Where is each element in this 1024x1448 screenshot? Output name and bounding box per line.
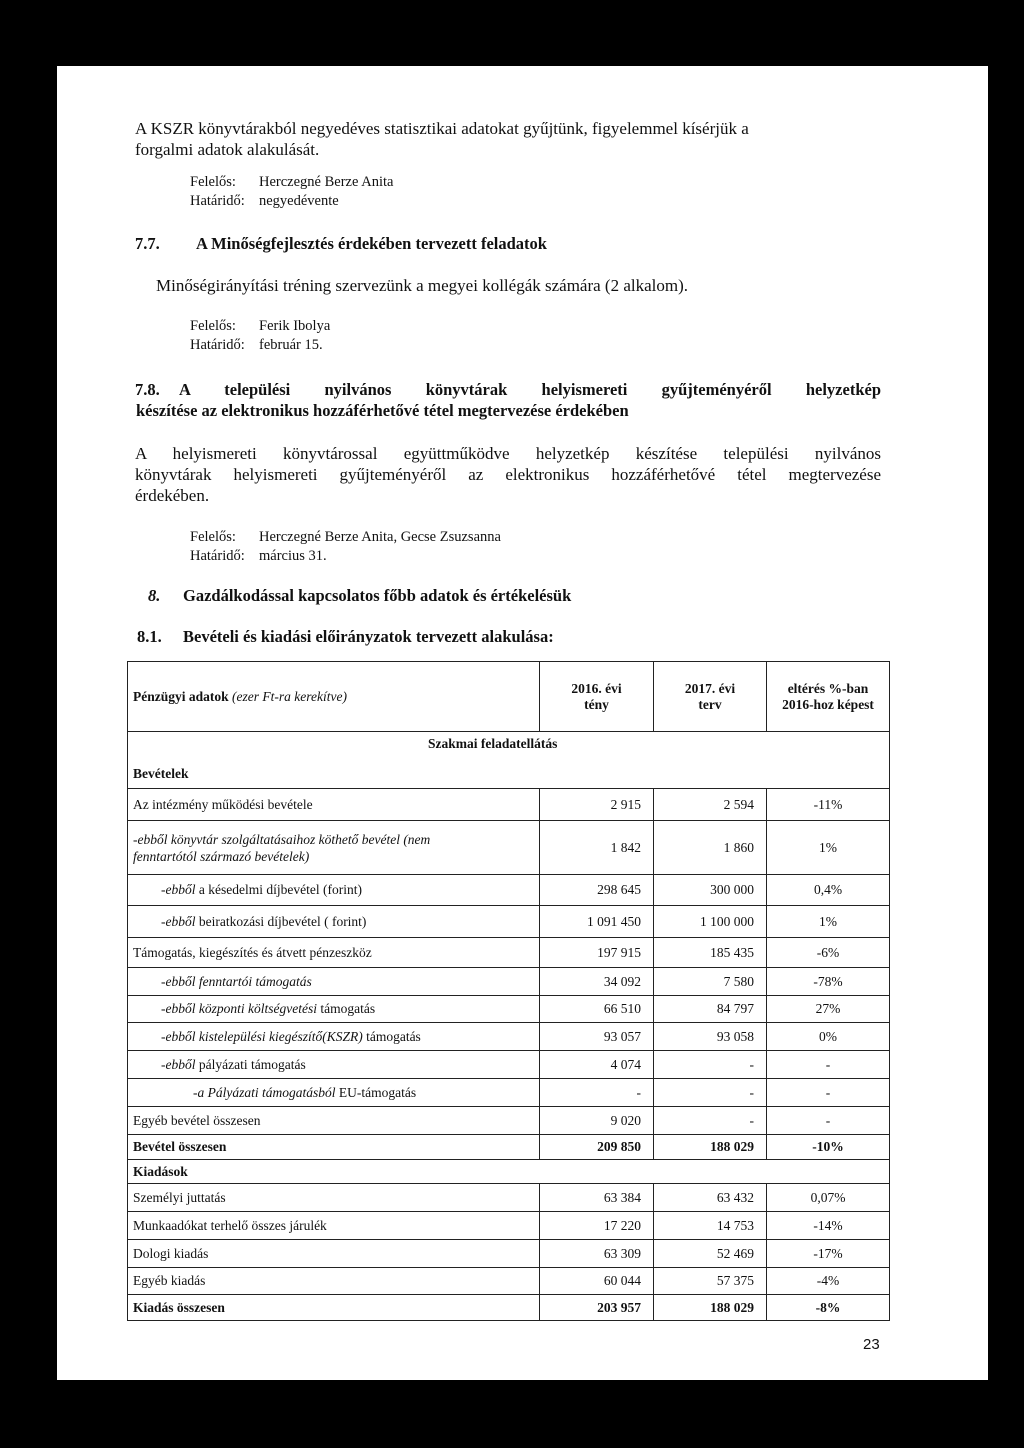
value-diff: 1%	[767, 821, 890, 875]
section-7-8-body-line-1: A helyismereti könyvtárossal együttműködve helyzetkép készítése települési nyilvános	[135, 444, 881, 463]
felelos-value: Ferik Ibolya	[259, 318, 331, 334]
row-label	[128, 1023, 540, 1051]
header-2016-line1: 2016. évi	[571, 680, 622, 696]
section-7-7-body: Minőségirányítási tréning szervezünk a megyei kollégák számára (2 alkalom).	[156, 276, 689, 295]
section-7-8-title-line-1: A települési nyilvános könyvtárak helyismereti gyűjteményéről helyzetkép	[179, 380, 881, 399]
document-page	[57, 66, 988, 1380]
section-8-number: 8.	[148, 586, 161, 605]
value-2017: 1 100 000	[654, 906, 767, 938]
section-7-7-title: A Minőségfejlesztés érdekében tervezett feladatok	[196, 234, 547, 253]
page-number: 23	[863, 1336, 880, 1353]
value-2016: 4 074	[540, 1051, 654, 1079]
value-diff: 0%	[767, 1023, 890, 1051]
value-2016: 209 850	[540, 1135, 654, 1160]
value-diff: -	[767, 1079, 890, 1107]
value-2017: 188 029	[654, 1135, 767, 1160]
value-2017: -	[654, 1079, 767, 1107]
felelos-value: Herczegné Berze Anita, Gecse Zsuzsanna	[259, 529, 501, 545]
section-7-8-body-line-2: könyvtárak helyismereti gyűjteményéről az elektronikus hozzáférhetővé tétel megtervezése	[135, 465, 881, 484]
felelos-label: Felelős:	[190, 318, 236, 334]
value-diff: -6%	[767, 938, 890, 968]
row-label-prefix: -ebből kistelepülési kiegészítő(KSZR)	[161, 1028, 363, 1044]
table-header-row	[128, 662, 890, 732]
value-diff: -17%	[767, 1240, 890, 1268]
value-2016: 203 957	[540, 1295, 654, 1321]
value-diff: -14%	[767, 1212, 890, 1240]
header-label-cell	[128, 662, 540, 732]
value-2016: 60 044	[540, 1268, 654, 1295]
table-row	[128, 1023, 890, 1051]
row-label: Egyéb kiadás	[128, 1268, 540, 1295]
table-row	[128, 1079, 890, 1107]
table-row	[128, 1212, 890, 1240]
table-row	[128, 1051, 890, 1079]
table-row	[128, 968, 890, 996]
hatarido-value: február 15.	[259, 337, 323, 353]
row-label	[128, 906, 540, 938]
value-2016: 63 309	[540, 1240, 654, 1268]
bevetelek-label: Bevételek	[133, 766, 189, 781]
value-diff: -11%	[767, 789, 890, 821]
row-label: Munkaadókat terhelő összes járulék	[128, 1212, 540, 1240]
header-unit: (ezer Ft-ra kerekítve)	[232, 688, 347, 704]
value-diff: 1%	[767, 906, 890, 938]
row-label: Személyi juttatás	[128, 1184, 540, 1212]
row-label	[128, 875, 540, 906]
value-2016: 1 842	[540, 821, 654, 875]
value-2017: -	[654, 1051, 767, 1079]
value-2017: 57 375	[654, 1268, 767, 1295]
value-2016: 17 220	[540, 1212, 654, 1240]
row-label: Egyéb bevétel összesen	[128, 1107, 540, 1135]
header-2016	[540, 662, 654, 732]
intro-line-1: A KSZR könyvtárakból negyedéves statisztikai adatokat gyűjtünk, figyelemmel kísérjük a	[135, 119, 749, 138]
section-8-title: Gazdálkodással kapcsolatos főbb adatok és értékelésük	[183, 586, 572, 605]
table-row	[128, 789, 890, 821]
row-label: Dologi kiadás	[128, 1240, 540, 1268]
row-label: Az intézmény működési bevétele	[128, 789, 540, 821]
value-2016: 1 091 450	[540, 906, 654, 938]
value-2017: 93 058	[654, 1023, 767, 1051]
section-7-7-number: 7.7.	[135, 234, 160, 253]
row-label: Kiadás összesen	[128, 1295, 540, 1321]
value-diff: -	[767, 1051, 890, 1079]
value-diff: -4%	[767, 1268, 890, 1295]
section-8-1-number: 8.1.	[137, 627, 162, 646]
value-2016: 197 915	[540, 938, 654, 968]
value-diff: 27%	[767, 996, 890, 1023]
value-2017: 7 580	[654, 968, 767, 996]
table-row	[128, 821, 890, 875]
row-label-prefix: -ebből	[161, 913, 196, 929]
value-diff: -10%	[767, 1135, 890, 1160]
value-2017: 14 753	[654, 1212, 767, 1240]
row-label-text: EU-támogatás	[335, 1084, 417, 1100]
value-diff: -	[767, 1107, 890, 1135]
value-2017: 1 860	[654, 821, 767, 875]
row-label-prefix: -ebből fenntartói támogatás	[161, 973, 312, 989]
row-label	[128, 1051, 540, 1079]
section-7-8-number: 7.8.	[135, 380, 160, 399]
value-2016: 93 057	[540, 1023, 654, 1051]
row-label-line1: -ebből könyvtár szolgáltatásaihoz köthető bevétel (nem	[133, 831, 431, 847]
section-row	[128, 1160, 890, 1184]
row-label-text: támogatás	[362, 1028, 421, 1044]
section-7-8-body-line-3: érdekében.	[135, 486, 210, 505]
felelos-label: Felelős:	[190, 174, 236, 190]
table-row	[128, 906, 890, 938]
row-label-text: támogatás	[316, 1001, 376, 1016]
value-2017: 52 469	[654, 1240, 767, 1268]
row-label-text: a késedelmi díjbevétel (forint)	[195, 882, 362, 897]
header-diff-line1: eltérés %-ban	[787, 680, 869, 696]
value-diff: -8%	[767, 1295, 890, 1321]
row-label-text: pályázati támogatás	[195, 1056, 306, 1072]
felelos-label: Felelős:	[190, 529, 236, 545]
row-label	[128, 996, 540, 1023]
header-2017	[654, 662, 767, 732]
section-8-1-title: Bevételi és kiadási előirányzatok tervezett alakulása:	[183, 627, 554, 646]
value-2016: 63 384	[540, 1184, 654, 1212]
felelos-value: Herczegné Berze Anita	[259, 174, 394, 190]
row-label-prefix: -ebből	[161, 882, 196, 897]
section-row	[128, 732, 890, 789]
hatarido-label: Határidő:	[190, 193, 245, 209]
row-label: Bevétel összesen	[128, 1135, 540, 1160]
value-diff: 0,4%	[767, 875, 890, 906]
budget-table	[127, 661, 890, 1321]
value-2016: 9 020	[540, 1107, 654, 1135]
table-row	[128, 1268, 890, 1295]
header-2017-line1: 2017. évi	[684, 680, 736, 696]
total-row	[128, 1135, 890, 1160]
total-row	[128, 1295, 890, 1321]
row-label-line2: fenntartótól származó bevételek)	[133, 848, 310, 864]
row-label-prefix: -ebből központi költségvetési	[161, 1001, 317, 1016]
table-row	[128, 996, 890, 1023]
row-label: Támogatás, kiegészítés és átvett pénzeszköz	[128, 938, 540, 968]
header-title: Pénzügyi adatok	[133, 688, 229, 704]
value-2016: 2 915	[540, 789, 654, 821]
value-2016: 34 092	[540, 968, 654, 996]
value-diff: -78%	[767, 968, 890, 996]
hatarido-value: március 31.	[259, 548, 327, 564]
table-row	[128, 1184, 890, 1212]
table-row	[128, 1107, 890, 1135]
kiadasok-label: Kiadások	[128, 1160, 890, 1184]
header-2016-line2: tény	[584, 696, 609, 712]
value-2016: 298 645	[540, 875, 654, 906]
hatarido-label: Határidő:	[190, 337, 245, 353]
header-diff	[767, 662, 890, 732]
value-2017: 185 435	[654, 938, 767, 968]
row-label	[128, 821, 540, 875]
value-2016: 66 510	[540, 996, 654, 1023]
table-row	[128, 1240, 890, 1268]
intro-line-2: forgalmi adatok alakulását.	[135, 140, 320, 159]
value-2016: -	[540, 1079, 654, 1107]
value-2017: 188 029	[654, 1295, 767, 1321]
value-2017: -	[654, 1107, 767, 1135]
row-label-prefix: -a Pályázati támogatásból	[193, 1084, 336, 1100]
row-label	[128, 968, 540, 996]
value-diff: 0,07%	[767, 1184, 890, 1212]
section-cell	[128, 732, 890, 789]
hatarido-value: negyedévente	[259, 193, 339, 209]
table-row	[128, 938, 890, 968]
row-label-prefix: -ebből	[161, 1056, 196, 1072]
section-7-8-title-line-2: készítése az elektronikus hozzáférhetővé tétel megtervezése érdekében	[136, 401, 629, 420]
value-2017: 300 000	[654, 875, 767, 906]
table-row	[128, 875, 890, 906]
header-diff-line2: 2016-hoz képest	[782, 696, 874, 712]
section-title: Szakmai feladatellátás	[428, 736, 558, 751]
row-label	[128, 1079, 540, 1107]
header-2017-line2: terv	[698, 696, 722, 712]
row-label-text: beiratkozási díjbevétel ( forint)	[195, 913, 367, 929]
value-2017: 63 432	[654, 1184, 767, 1212]
hatarido-label: Határidő:	[190, 548, 245, 564]
value-2017: 2 594	[654, 789, 767, 821]
value-2017: 84 797	[654, 996, 767, 1023]
